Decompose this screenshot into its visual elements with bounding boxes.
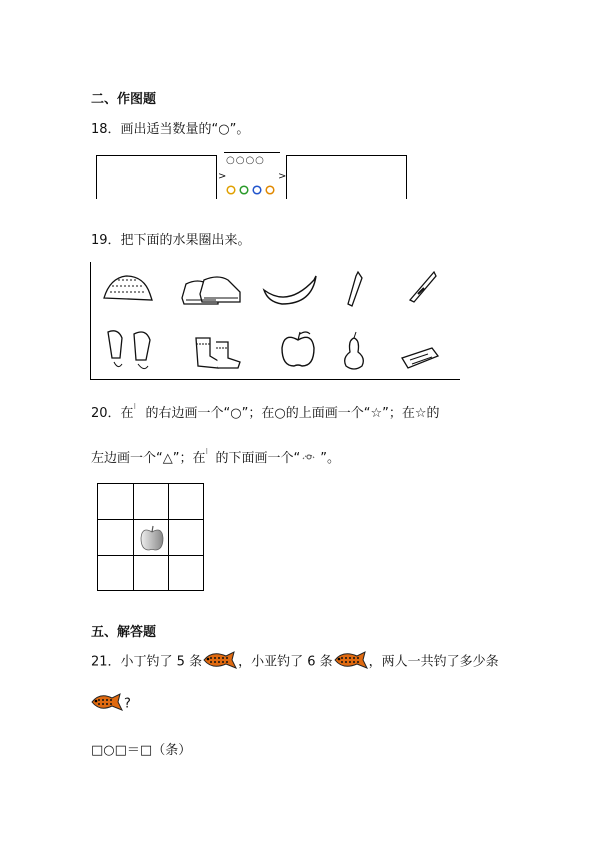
fish-icon [333,650,369,674]
apple-icon [139,524,165,552]
fish-icon [202,650,238,674]
grid-cell[interactable] [168,483,204,520]
q18-left-box [96,155,217,199]
grid-cell[interactable] [133,555,169,591]
socks-icon [190,336,246,370]
q21-line1-part-a: 21．小丁钓了 5 条 [91,654,203,670]
q18-right-box [286,155,407,199]
pen-icon [408,270,438,304]
grid-cell[interactable] [97,555,134,591]
small-flower-icon [300,451,320,467]
q21-line1-part-b: ，小亚钓了 6 条 [238,654,333,670]
crayon-icon [344,270,366,308]
question-20-line-2 [91,447,340,467]
q20-line1-part-b: 的右边画一个“○”；在○的上面画一个“☆”；在☆的 [145,406,440,421]
q18-gt-right: > [278,171,287,182]
question-21-line-2 [90,692,131,716]
grid-cell[interactable] [97,483,134,520]
apple-tick-icon: ⁝ [133,402,137,411]
apple-tick-icon: ⁝ [205,447,209,456]
hat-icon [100,270,154,304]
q18-gt-left: > [218,171,227,182]
q20-line2-part-c: ”。 [320,451,340,466]
question-20-line-1 [91,402,439,421]
q19-frame-left [90,262,91,380]
mittens-icon [104,328,158,372]
q18-colored-rings [226,185,278,197]
q20-line2-part-b: 的下面画一个“ [215,451,301,466]
question-19-text: 19．把下面的水果圈出来。 [91,233,251,248]
grid-cell-center[interactable] [133,519,169,556]
section-heading-5: 五、解答题 [91,625,157,640]
pear-icon [340,330,368,372]
banana-icon [260,274,320,308]
grid-cell[interactable] [168,555,204,591]
q20-grid [97,483,204,591]
question-18-text: 18．画出适当数量的“○”。 [91,122,250,137]
q18-middle-figure [218,152,287,197]
q21-equation: □○□＝□（条） [91,743,192,758]
q18-top-circles: ○○○○ [226,155,265,166]
q21-question-mark: ? [124,696,131,712]
q21-line1-part-c: ，两人一共钓了多少条 [368,654,499,670]
question-21-line-1 [91,650,499,674]
q20-line2-part-a: 左边画一个“△”；在 [91,451,206,466]
q20-line1-part-a: 20．在 [91,406,134,421]
pencil-case-icon [398,346,440,370]
q19-frame-bottom [90,379,460,380]
fish-icon [90,692,124,716]
shoes-icon [178,272,244,308]
grid-cell[interactable] [168,519,204,556]
section-heading-2: 二、作图题 [91,92,157,107]
grid-cell[interactable] [97,519,134,556]
apple-icon [278,328,318,370]
grid-cell[interactable] [133,483,169,520]
